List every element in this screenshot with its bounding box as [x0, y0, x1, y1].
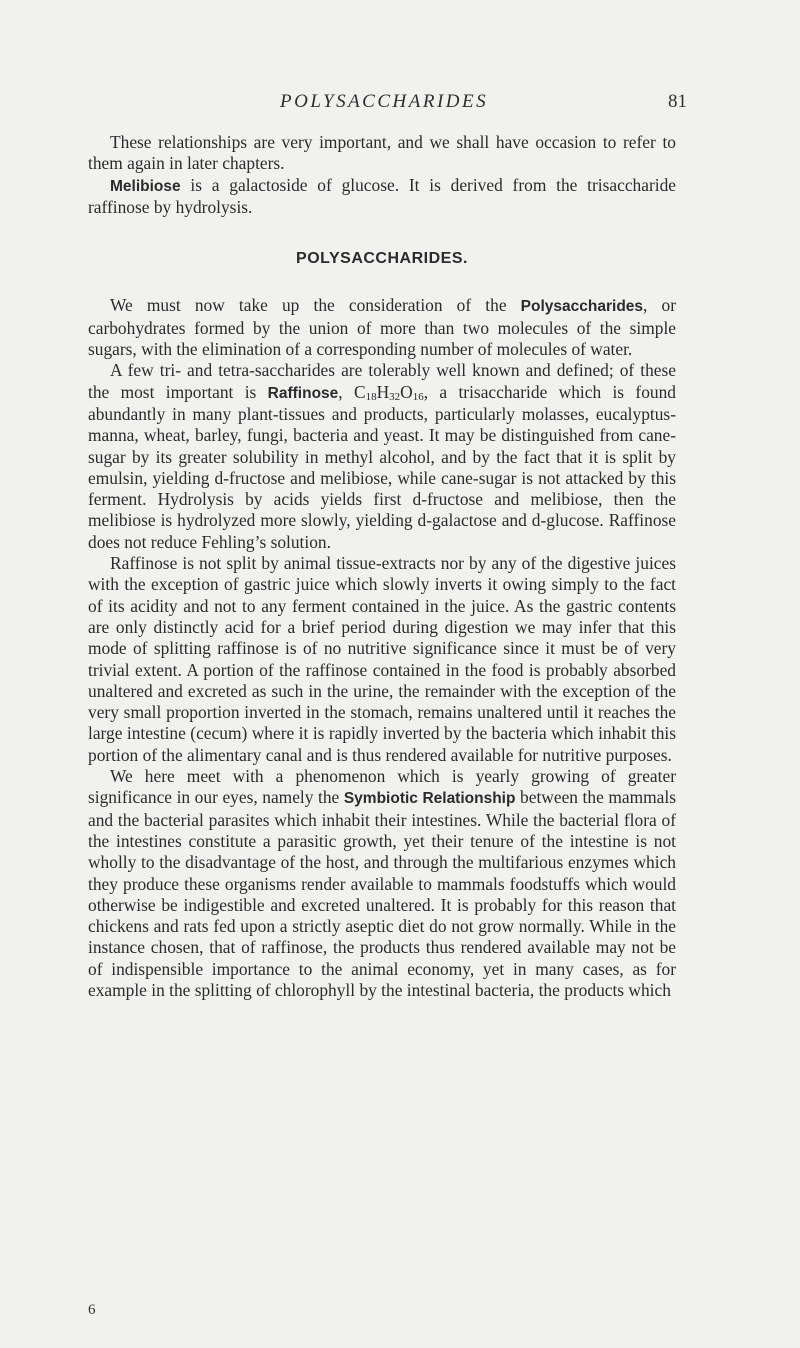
term-melibiose: Melibiose [110, 177, 181, 195]
paragraph-not-split: Raffinose is not split by animal tissue-extracts nor by any of the digestive juices with the exception of gastric juice which slowly inverts it owing simply to the fact of its acidity and not to any ferment contained in the juice. As the gastric contents are only distinctly acid for a brief period during digestion we may infer that this mode of splitting raffinose is of no nutritive significance since it must be of very trivial extent. A portion of the raffinose contained in the food is probably absorbed unaltered and excreted as such in the urine, the remainder with the exception of the very small proportion inverted in the stomach, remains unaltered until it reaches the large intestine (cecum) where it is rapidly inverted by the bacteria which inhabit this portion of the alimentary canal and is thus rendered available for nutritive purposes. [88, 553, 676, 765]
term-polysaccharides: Polysaccharides [520, 298, 644, 316]
paragraph-symbiotic [88, 766, 676, 1001]
page-number: 81 [668, 91, 687, 112]
paragraph-intro [88, 295, 676, 360]
signature-mark: 6 [88, 1302, 96, 1318]
raffinose-before: A few tri- and tetra-saccharides are tolerably well known and defined; of these the most important is [88, 360, 676, 402]
section-heading: POLYSACCHARIDES. [296, 250, 468, 268]
body-text [88, 132, 676, 1001]
formula-c: C [353, 381, 366, 402]
running-title: POLYSACCHARIDES [280, 91, 489, 112]
formula-c-sub: 18 [365, 390, 377, 403]
raffinose-formula: , $C_{18}H_{32}O_{16}$ [338, 381, 424, 403]
formula-o: O [400, 381, 413, 402]
term-raffinose: Raffinose [267, 384, 339, 402]
melibiose-text: is a galactoside of glucose. It is derived from the trisaccharide raffinose by hydrolysis. [88, 174, 676, 217]
term-symbiotic-relationship: Symbiotic Relationship [343, 790, 516, 808]
symbiotic-after: between the mammals and the bacterial parasites which inhabit their intestines. While the bacterial flora of the intestines constitute a parasitic growth, yet their tenure of the intestine is not wholly to the disadvantage of the host, and through the multifarious enzymes which they produce these organisms render available to mammals foodstuffs which would otherwise be indigestible and excreted unaltered. It is probably for this reason that chickens and rats fed upon a strictly aseptic diet do not grow normally. While in the instance chosen, that of raffinose, the products thus rendered available may not be of indispensible importance to the animal economy, yet in many cases, as for example in the splitting of chlorophyll by the intestinal bacteria, the products which [88, 787, 676, 1000]
formula-o-sub: 16 [412, 390, 424, 403]
raffinose-after: , a trisaccharide which is found abundantly in many plant-tissues and products, particularly molasses, eucalyptus-manna, wheat, barley, fungi, bacteria and yeast. It may be distinguished from cane-sugar by its greater solubility in methyl alcohol, and by the fact that it is split by emulsin, yielding d-fructose and melibiose, while cane-sugar is not attacked by this ferment. Hydrolysis by acids yields first d-fructose and melibiose, then the melibiose is hydrolyzed more slowly, yielding d-galactose and d-glucose. Raffinose does not reduce Fehling’s solution. [88, 381, 676, 552]
running-head [0, 91, 800, 121]
intro-before: We must now take up the consideration of the [110, 295, 521, 316]
symbiotic-before: We here meet with a phenomenon which is yearly growing of greater significance in our eyes, namely the [88, 766, 676, 808]
paragraph-raffinose [88, 360, 676, 553]
paragraph-relationships: These relationships are very important, and we shall have occasion to refer to them again in later chapters. [88, 132, 676, 174]
paragraph-melibiose [88, 175, 676, 219]
intro-after: , or carbohydrates formed by the union of more than two molecules of the simple sugars, with the elimination of a corresponding number of molecules of water. [88, 295, 676, 360]
formula-h: H [376, 381, 390, 402]
formula-h-sub: 32 [389, 390, 401, 403]
